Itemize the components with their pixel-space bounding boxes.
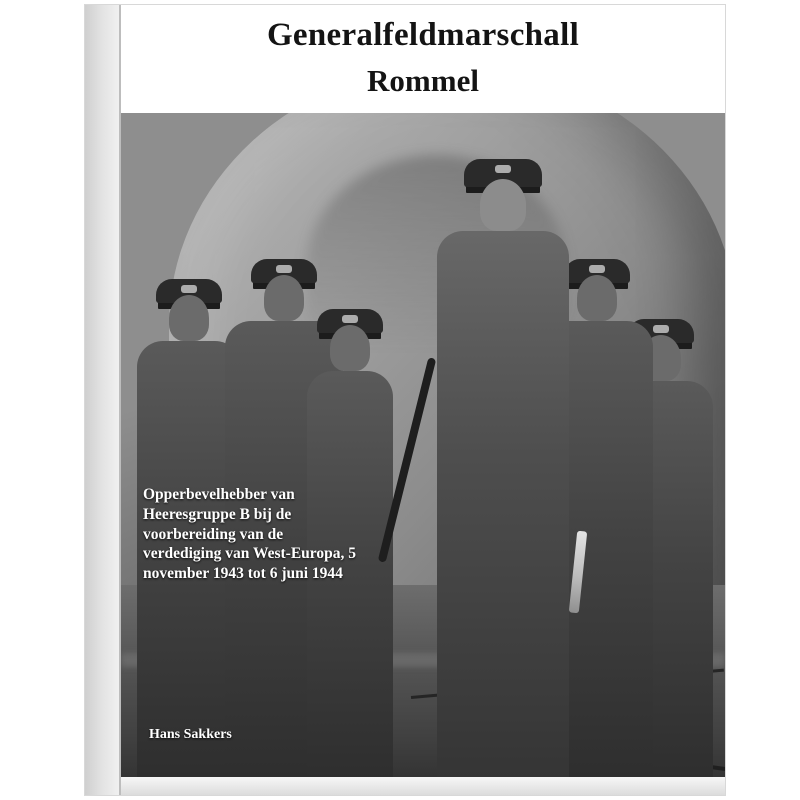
officer-head: [577, 275, 617, 321]
book-spine: [85, 5, 121, 795]
page-edge: [121, 777, 725, 795]
officer-head: [264, 275, 304, 321]
rommel-figure: [437, 231, 569, 791]
cover-caption: Opperbevelhebber van Heeresgruppe B bij de voorbereiding van de verdediging van West-Europa, 5 november 1943 tot 6 juni 1944: [143, 486, 357, 583]
book-title-line-1: Generalfeldmarschall: [266, 17, 580, 53]
author-name: Hans Sakkers: [149, 727, 232, 742]
officer-head: [480, 179, 526, 231]
officer-head: [169, 295, 209, 341]
cover-photograph: [121, 5, 725, 795]
title-band: [121, 5, 725, 113]
book: [85, 5, 725, 795]
officer-head: [330, 325, 370, 371]
book-front-cover: [121, 5, 725, 795]
book-title-line-2: Rommel: [367, 63, 479, 98]
